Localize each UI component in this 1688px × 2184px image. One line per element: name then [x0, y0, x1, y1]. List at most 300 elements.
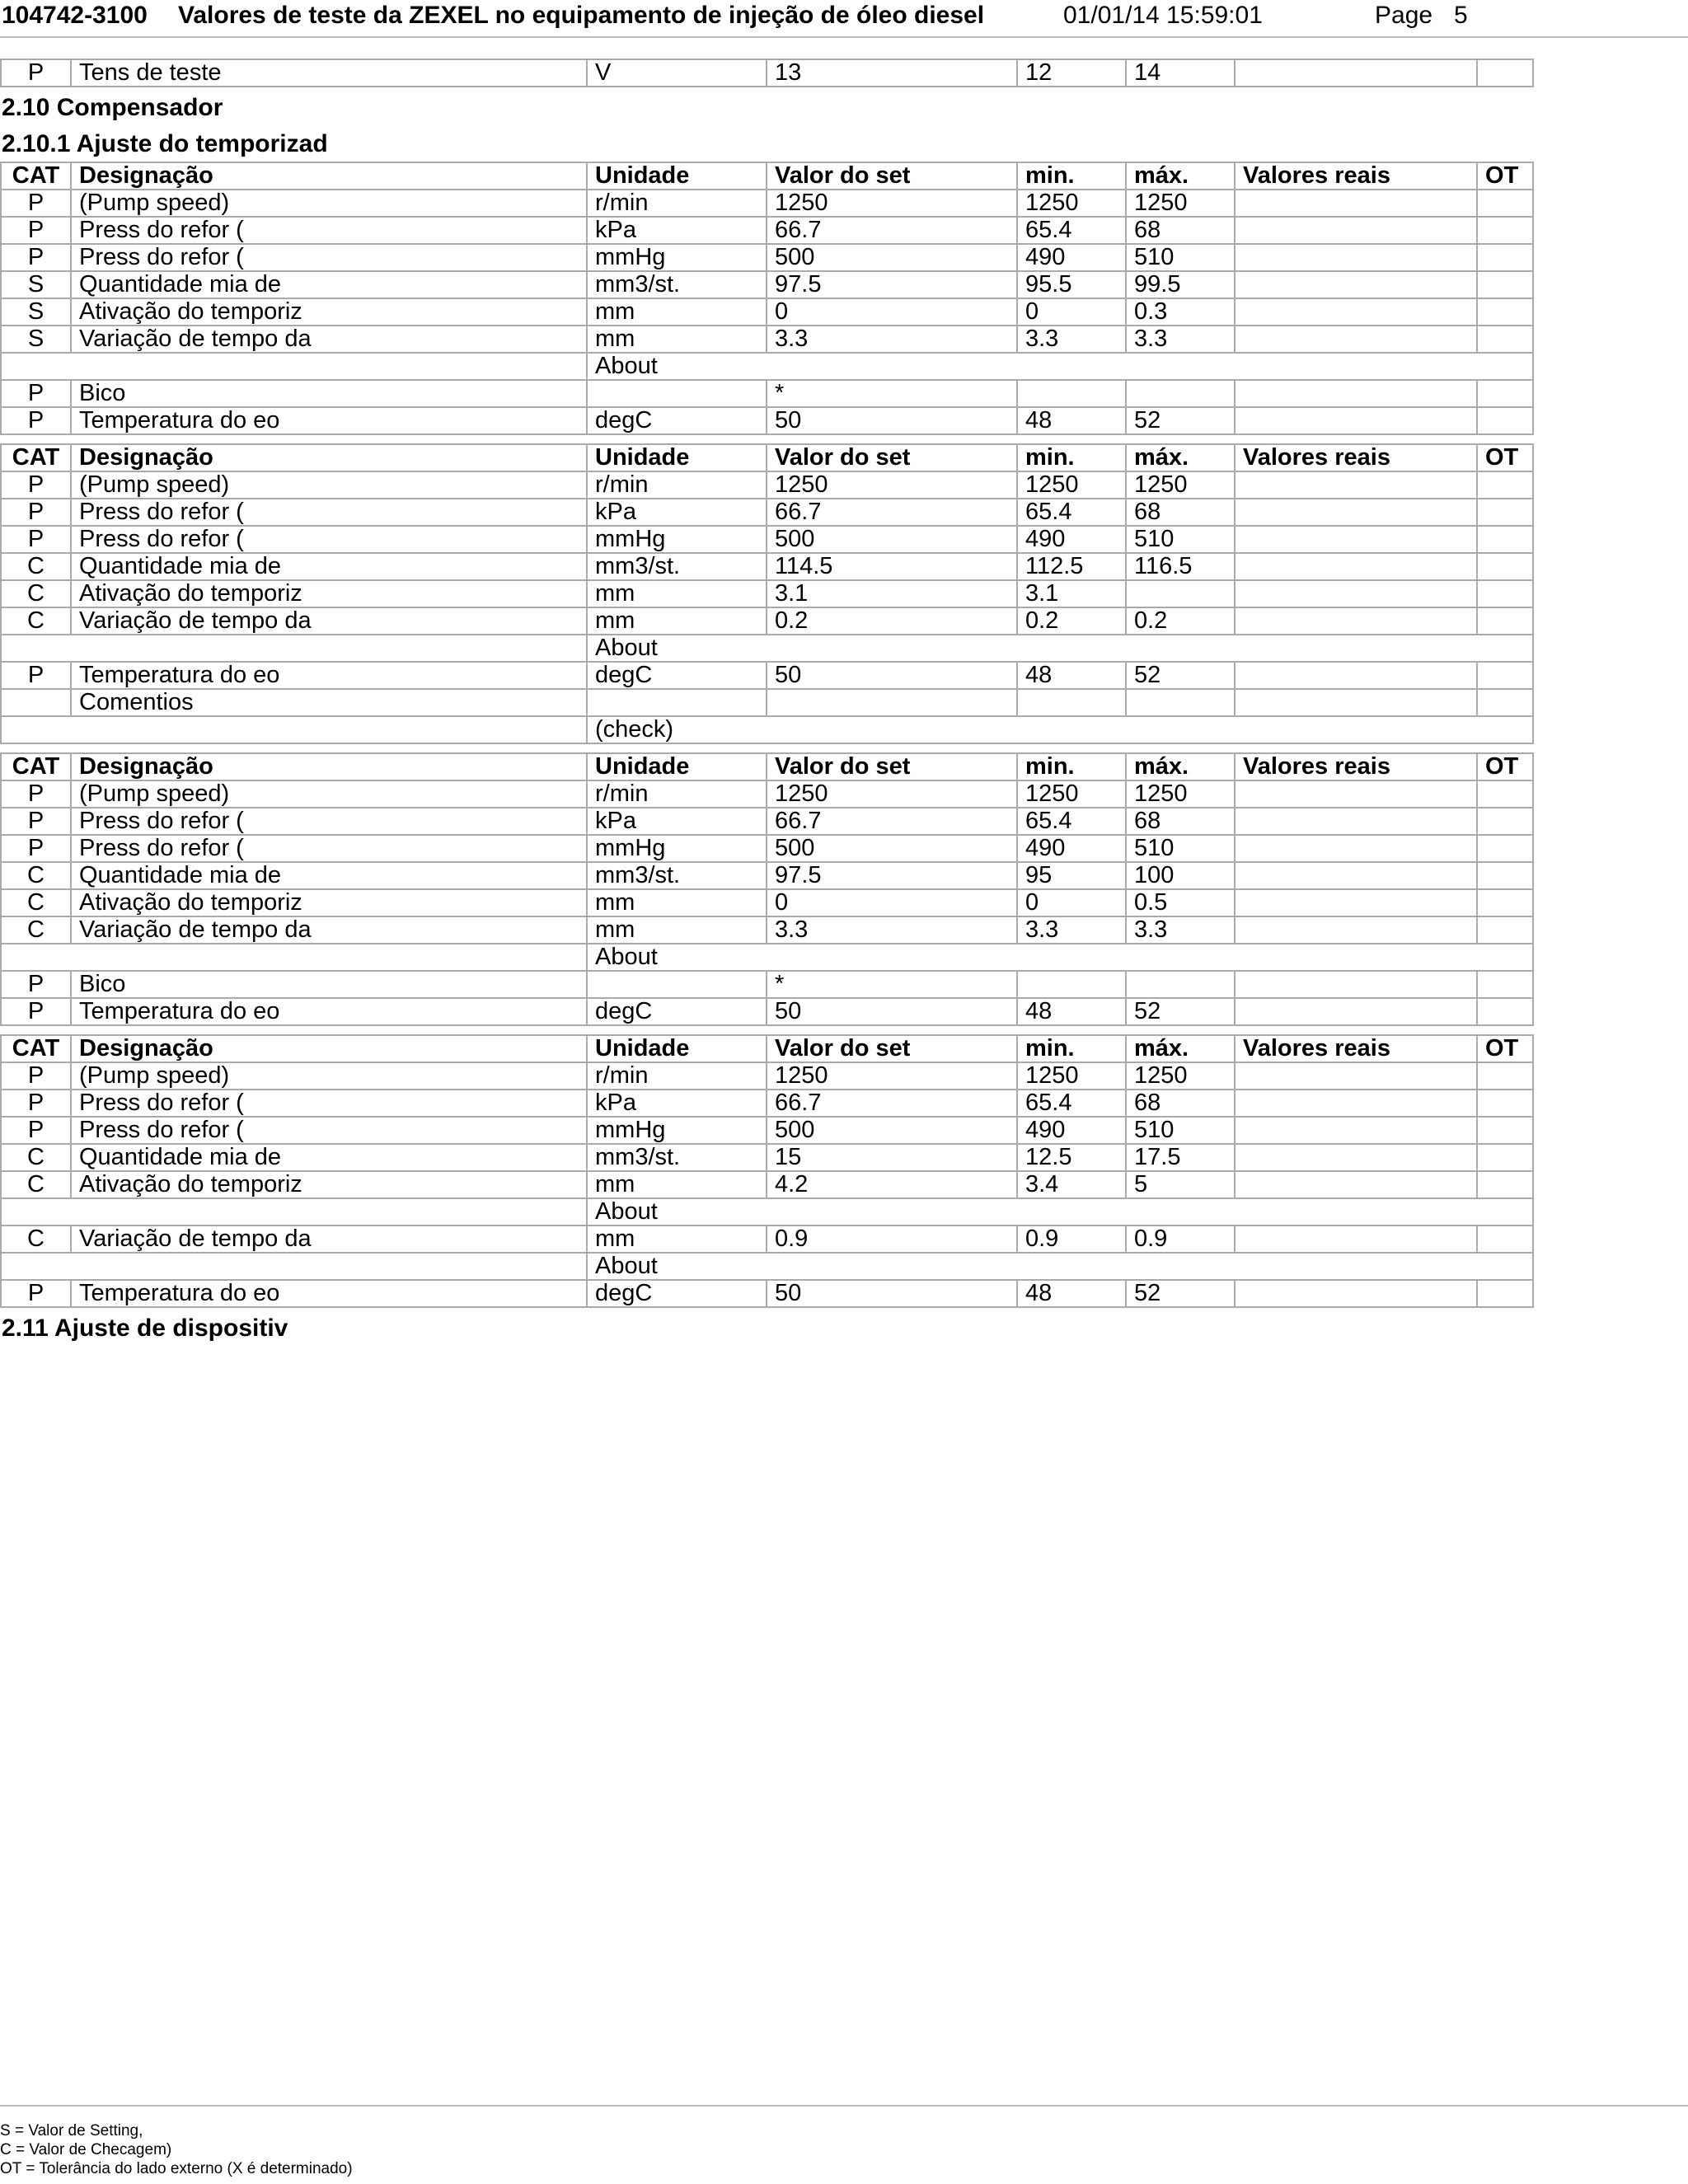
designation-cell: Bico: [71, 971, 587, 998]
note-cell: About: [587, 1198, 1533, 1226]
page-header: [0, 0, 1688, 38]
min-cell: 65.4: [1017, 217, 1126, 244]
set-value-cell: 15: [767, 1144, 1017, 1171]
table-row: [1, 298, 1533, 326]
min-cell: [1017, 689, 1126, 716]
unit-cell: mmHg: [587, 1117, 767, 1144]
designation-cell: Comentios: [71, 689, 587, 716]
note-blank-cell: [1, 353, 587, 380]
max-cell: 116.5: [1126, 553, 1235, 580]
unit-cell: mm: [587, 326, 767, 353]
max-cell: 0.2: [1126, 607, 1235, 635]
unit-cell: mm3/st.: [587, 271, 767, 298]
ot-header: OT: [1477, 1035, 1533, 1062]
ot-cell: [1477, 217, 1533, 244]
ot-header: OT: [1477, 753, 1533, 780]
table-row: [1, 916, 1533, 944]
designation-cell: Bico: [71, 380, 587, 407]
unit-cell: degC: [587, 407, 767, 434]
max-header: máx.: [1126, 162, 1235, 190]
unit-cell: mm: [587, 1226, 767, 1253]
test-table: [0, 1034, 1534, 1308]
max-cell: 68: [1126, 1090, 1235, 1117]
designation-cell: Press do refor (: [71, 1117, 587, 1144]
designation-header: Designação: [71, 1035, 587, 1062]
ot-cell: [1477, 1280, 1533, 1307]
table-header-row: [1, 162, 1533, 190]
table-header-row: [1, 753, 1533, 780]
designation-cell: Temperatura do eo: [71, 662, 587, 689]
designation-header: Designação: [71, 444, 587, 471]
page-number: 5: [1454, 2, 1468, 29]
ot-cell: [1477, 1062, 1533, 1090]
unit-cell: kPa: [587, 499, 767, 526]
table-row: [1, 1062, 1533, 1090]
unit-cell: [587, 689, 767, 716]
max-cell: 52: [1126, 1280, 1235, 1307]
unit-cell: mm: [587, 580, 767, 607]
max-cell: 68: [1126, 499, 1235, 526]
table-row: [1, 190, 1533, 217]
unit-cell: r/min: [587, 780, 767, 808]
designation-cell: (Pump speed): [71, 1062, 587, 1090]
designation-header: Designação: [71, 162, 587, 190]
cat-cell: C: [1, 607, 71, 635]
table-row: [1, 1280, 1533, 1307]
min-header: min.: [1017, 162, 1126, 190]
designation-cell: Quantidade mia de: [71, 862, 587, 889]
cat-cell: P: [1, 808, 71, 835]
min-cell: 490: [1017, 526, 1126, 553]
max-header: máx.: [1126, 1035, 1235, 1062]
min-cell: 1250: [1017, 780, 1126, 808]
real-values-header: Valores reais: [1235, 753, 1477, 780]
real-value-cell: [1235, 580, 1477, 607]
designation-cell: (Pump speed): [71, 780, 587, 808]
unit-cell: mm: [587, 1171, 767, 1198]
unit-cell: mm3/st.: [587, 862, 767, 889]
ot-cell: [1477, 298, 1533, 326]
real-value-cell: [1235, 1062, 1477, 1090]
min-cell: 3.1: [1017, 580, 1126, 607]
ot-cell: [1477, 1226, 1533, 1253]
max-cell: 510: [1126, 526, 1235, 553]
designation-cell: Press do refor (: [71, 1090, 587, 1117]
unit-cell: kPa: [587, 217, 767, 244]
min-cell: 48: [1017, 998, 1126, 1025]
note-row: [1, 716, 1533, 743]
real-value-cell: [1235, 780, 1477, 808]
cat-header: CAT: [1, 1035, 71, 1062]
unit-cell: mm: [587, 916, 767, 944]
ot-cell: [1477, 499, 1533, 526]
max-cell: 17.5: [1126, 1144, 1235, 1171]
real-value-cell: [1235, 916, 1477, 944]
set-value-cell: 50: [767, 662, 1017, 689]
min-cell: 65.4: [1017, 499, 1126, 526]
ot-cell: [1477, 190, 1533, 217]
set-value-cell: 66.7: [767, 1090, 1017, 1117]
legend-line: C = Valor de Checagem): [0, 2141, 172, 2158]
test-table: [0, 443, 1534, 744]
max-cell: 14: [1126, 59, 1235, 87]
table-row: [1, 580, 1533, 607]
table-row: [1, 780, 1533, 808]
cat-cell: P: [1, 998, 71, 1025]
table-row: [1, 889, 1533, 916]
min-cell: 95.5: [1017, 271, 1126, 298]
cat-cell: P: [1, 1117, 71, 1144]
min-cell: 12.5: [1017, 1144, 1126, 1171]
set-value-cell: 1250: [767, 471, 1017, 499]
ot-cell: [1477, 380, 1533, 407]
designation-cell: Temperatura do eo: [71, 407, 587, 434]
legend-line: OT = Tolerância do lado externo (X é determinado): [0, 2160, 353, 2177]
test-table: [0, 162, 1534, 435]
max-cell: 1250: [1126, 1062, 1235, 1090]
designation-cell: Press do refor (: [71, 244, 587, 271]
note-blank-cell: [1, 1253, 587, 1280]
min-cell: [1017, 971, 1126, 998]
cat-cell: C: [1, 1171, 71, 1198]
ot-cell: [1477, 1171, 1533, 1198]
table-row: [1, 1090, 1533, 1117]
ot-cell: [1477, 271, 1533, 298]
cat-cell: P: [1, 59, 71, 87]
max-cell: 1250: [1126, 471, 1235, 499]
table-row: [1, 1144, 1533, 1171]
designation-cell: Press do refor (: [71, 526, 587, 553]
real-value-cell: [1235, 1117, 1477, 1144]
min-cell: 0.9: [1017, 1226, 1126, 1253]
table-row: [1, 326, 1533, 353]
unit-cell: degC: [587, 1280, 767, 1307]
table-row: [1, 526, 1533, 553]
document-body: [0, 59, 1533, 1346]
min-cell: 0: [1017, 298, 1126, 326]
cat-cell: C: [1, 862, 71, 889]
ot-cell: [1477, 971, 1533, 998]
ot-cell: [1477, 580, 1533, 607]
real-value-cell: [1235, 1226, 1477, 1253]
unit-cell: [587, 380, 767, 407]
max-cell: 52: [1126, 407, 1235, 434]
min-cell: 490: [1017, 244, 1126, 271]
table-row: [1, 808, 1533, 835]
table-row: [1, 553, 1533, 580]
max-cell: [1126, 380, 1235, 407]
set-value-cell: 1250: [767, 190, 1017, 217]
min-cell: 490: [1017, 835, 1126, 862]
designation-cell: Variação de tempo da: [71, 326, 587, 353]
ot-header: OT: [1477, 162, 1533, 190]
cat-cell: P: [1, 471, 71, 499]
cat-cell: C: [1, 1226, 71, 1253]
real-value-cell: [1235, 971, 1477, 998]
ot-cell: [1477, 1144, 1533, 1171]
note-blank-cell: [1, 1198, 587, 1226]
real-value-cell: [1235, 59, 1477, 87]
set-value-cell: 0: [767, 889, 1017, 916]
cat-cell: P: [1, 971, 71, 998]
set-value-cell: 4.2: [767, 1171, 1017, 1198]
max-cell: 1250: [1126, 780, 1235, 808]
document-title: Valores de teste da ZEXEL no equipamento de injeção de óleo diesel: [178, 2, 985, 29]
cat-cell: P: [1, 1280, 71, 1307]
unit-header: Unidade: [587, 162, 767, 190]
note-blank-cell: [1, 635, 587, 662]
designation-cell: (Pump speed): [71, 190, 587, 217]
legend-line: S = Valor de Setting,: [0, 2122, 143, 2139]
designation-cell: Ativação do temporiz: [71, 1171, 587, 1198]
min-cell: 1250: [1017, 471, 1126, 499]
designation-cell: Press do refor (: [71, 217, 587, 244]
real-value-cell: [1235, 244, 1477, 271]
ot-cell: [1477, 59, 1533, 87]
set-value-cell: 97.5: [767, 271, 1017, 298]
unit-cell: mmHg: [587, 244, 767, 271]
max-cell: 0.3: [1126, 298, 1235, 326]
table-row: [1, 971, 1533, 998]
max-cell: 68: [1126, 217, 1235, 244]
real-value-cell: [1235, 662, 1477, 689]
table-row: [1, 499, 1533, 526]
cat-cell: P: [1, 380, 71, 407]
unit-cell: V: [587, 59, 767, 87]
real-value-cell: [1235, 553, 1477, 580]
cat-cell: P: [1, 244, 71, 271]
set-value-cell: 66.7: [767, 808, 1017, 835]
table-row: [1, 862, 1533, 889]
set-value-cell: 97.5: [767, 862, 1017, 889]
set-value-cell: 66.7: [767, 499, 1017, 526]
table-row: [1, 1226, 1533, 1253]
set-value-cell: 500: [767, 1117, 1017, 1144]
cat-cell: S: [1, 298, 71, 326]
ot-cell: [1477, 326, 1533, 353]
real-value-cell: [1235, 998, 1477, 1025]
real-values-header: Valores reais: [1235, 162, 1477, 190]
cat-header: CAT: [1, 444, 71, 471]
max-cell: 510: [1126, 835, 1235, 862]
designation-cell: Ativação do temporiz: [71, 580, 587, 607]
min-cell: 1250: [1017, 1062, 1126, 1090]
test-table: [0, 752, 1534, 1026]
unit-cell: mm: [587, 298, 767, 326]
max-cell: 52: [1126, 998, 1235, 1025]
designation-cell: Temperatura do eo: [71, 998, 587, 1025]
min-cell: 3.3: [1017, 916, 1126, 944]
note-row: [1, 944, 1533, 971]
top-table: [0, 59, 1534, 87]
ot-cell: [1477, 780, 1533, 808]
ot-cell: [1477, 889, 1533, 916]
cat-cell: S: [1, 326, 71, 353]
cat-cell: P: [1, 526, 71, 553]
set-value-cell: 50: [767, 407, 1017, 434]
set-value-cell: 114.5: [767, 553, 1017, 580]
ot-cell: [1477, 835, 1533, 862]
designation-cell: Variação de tempo da: [71, 607, 587, 635]
max-cell: 68: [1126, 808, 1235, 835]
max-cell: 1250: [1126, 190, 1235, 217]
ot-cell: [1477, 689, 1533, 716]
table-row: [1, 407, 1533, 434]
min-cell: 3.4: [1017, 1171, 1126, 1198]
max-cell: [1126, 689, 1235, 716]
min-header: min.: [1017, 753, 1126, 780]
unit-cell: mmHg: [587, 526, 767, 553]
set-value-header: Valor do set: [767, 753, 1017, 780]
real-value-cell: [1235, 190, 1477, 217]
note-cell: About: [587, 944, 1533, 971]
table-row: [1, 1171, 1533, 1198]
set-value-cell: 1250: [767, 780, 1017, 808]
table-row: [1, 835, 1533, 862]
real-value-cell: [1235, 862, 1477, 889]
ot-cell: [1477, 862, 1533, 889]
ot-cell: [1477, 808, 1533, 835]
max-cell: 99.5: [1126, 271, 1235, 298]
section-heading: 2.11 Ajuste de dispositiv: [2, 1315, 288, 1342]
set-value-cell: [767, 689, 1017, 716]
set-value-cell: 0.2: [767, 607, 1017, 635]
real-value-cell: [1235, 499, 1477, 526]
min-cell: 1250: [1017, 190, 1126, 217]
designation-cell: Quantidade mia de: [71, 1144, 587, 1171]
max-cell: 3.3: [1126, 326, 1235, 353]
table-gap: [0, 435, 1533, 443]
designation-cell: (Pump speed): [71, 471, 587, 499]
ot-cell: [1477, 526, 1533, 553]
note-row: [1, 353, 1533, 380]
unit-cell: r/min: [587, 471, 767, 499]
unit-cell: mm3/st.: [587, 1144, 767, 1171]
max-cell: 52: [1126, 662, 1235, 689]
note-blank-cell: [1, 944, 587, 971]
cat-cell: C: [1, 580, 71, 607]
ot-cell: [1477, 553, 1533, 580]
unit-header: Unidade: [587, 753, 767, 780]
set-value-cell: 3.1: [767, 580, 1017, 607]
min-header: min.: [1017, 444, 1126, 471]
designation-cell: Press do refor (: [71, 835, 587, 862]
legend-footer: [0, 2105, 1688, 2178]
note-cell: (check): [587, 716, 1533, 743]
print-datetime: 01/01/14 15:59:01: [1063, 2, 1263, 29]
min-cell: 65.4: [1017, 808, 1126, 835]
designation-cell: Variação de tempo da: [71, 1226, 587, 1253]
table-row: [1, 380, 1533, 407]
table-header-row: [1, 1035, 1533, 1062]
tables-container: [0, 162, 1533, 1308]
ot-cell: [1477, 607, 1533, 635]
cat-cell: P: [1, 499, 71, 526]
real-value-cell: [1235, 1144, 1477, 1171]
real-value-cell: [1235, 835, 1477, 862]
unit-cell: r/min: [587, 190, 767, 217]
ot-cell: [1477, 407, 1533, 434]
unit-cell: degC: [587, 662, 767, 689]
min-cell: 48: [1017, 407, 1126, 434]
cat-cell: P: [1, 662, 71, 689]
cat-header: CAT: [1, 162, 71, 190]
min-cell: [1017, 380, 1126, 407]
cat-cell: S: [1, 271, 71, 298]
real-value-cell: [1235, 271, 1477, 298]
designation-cell: Press do refor (: [71, 808, 587, 835]
note-cell: About: [587, 353, 1533, 380]
note-cell: About: [587, 1253, 1533, 1280]
min-cell: 0.2: [1017, 607, 1126, 635]
cat-cell: P: [1, 1090, 71, 1117]
note-row: [1, 635, 1533, 662]
note-row: [1, 1198, 1533, 1226]
set-value-header: Valor do set: [767, 1035, 1017, 1062]
ot-cell: [1477, 244, 1533, 271]
set-value-cell: 500: [767, 526, 1017, 553]
min-cell: 0: [1017, 889, 1126, 916]
cat-cell: C: [1, 889, 71, 916]
max-cell: 510: [1126, 244, 1235, 271]
min-cell: 112.5: [1017, 553, 1126, 580]
ot-cell: [1477, 1090, 1533, 1117]
cat-cell: C: [1, 1144, 71, 1171]
max-cell: 5: [1126, 1171, 1235, 1198]
cat-cell: P: [1, 1062, 71, 1090]
ot-header: OT: [1477, 444, 1533, 471]
section-heading: 2.10 Compensador: [2, 94, 223, 121]
unit-cell: r/min: [587, 1062, 767, 1090]
set-value-header: Valor do set: [767, 162, 1017, 190]
max-cell: [1126, 971, 1235, 998]
cat-cell: C: [1, 553, 71, 580]
table-row: [1, 689, 1533, 716]
min-cell: 95: [1017, 862, 1126, 889]
set-value-cell: 3.3: [767, 916, 1017, 944]
set-value-cell: 0.9: [767, 1226, 1017, 1253]
cat-cell: C: [1, 916, 71, 944]
max-cell: 3.3: [1126, 916, 1235, 944]
max-cell: 100: [1126, 862, 1235, 889]
real-values-header: Valores reais: [1235, 444, 1477, 471]
cat-cell: [1, 689, 71, 716]
real-value-cell: [1235, 808, 1477, 835]
real-value-cell: [1235, 407, 1477, 434]
unit-cell: [587, 971, 767, 998]
min-cell: 490: [1017, 1117, 1126, 1144]
set-value-cell: 3.3: [767, 326, 1017, 353]
set-value-cell: 1250: [767, 1062, 1017, 1090]
note-blank-cell: [1, 716, 587, 743]
real-value-cell: [1235, 326, 1477, 353]
ot-cell: [1477, 916, 1533, 944]
unit-header: Unidade: [587, 444, 767, 471]
table-row: [1, 1117, 1533, 1144]
unit-cell: mmHg: [587, 835, 767, 862]
table-row: [1, 607, 1533, 635]
real-value-cell: [1235, 298, 1477, 326]
ot-cell: [1477, 998, 1533, 1025]
cat-cell: P: [1, 407, 71, 434]
unit-cell: degC: [587, 998, 767, 1025]
designation-cell: Ativação do temporiz: [71, 889, 587, 916]
ot-cell: [1477, 662, 1533, 689]
designation-cell: Ativação do temporiz: [71, 298, 587, 326]
min-cell: 3.3: [1017, 326, 1126, 353]
set-value-cell: 50: [767, 1280, 1017, 1307]
max-header: máx.: [1126, 753, 1235, 780]
